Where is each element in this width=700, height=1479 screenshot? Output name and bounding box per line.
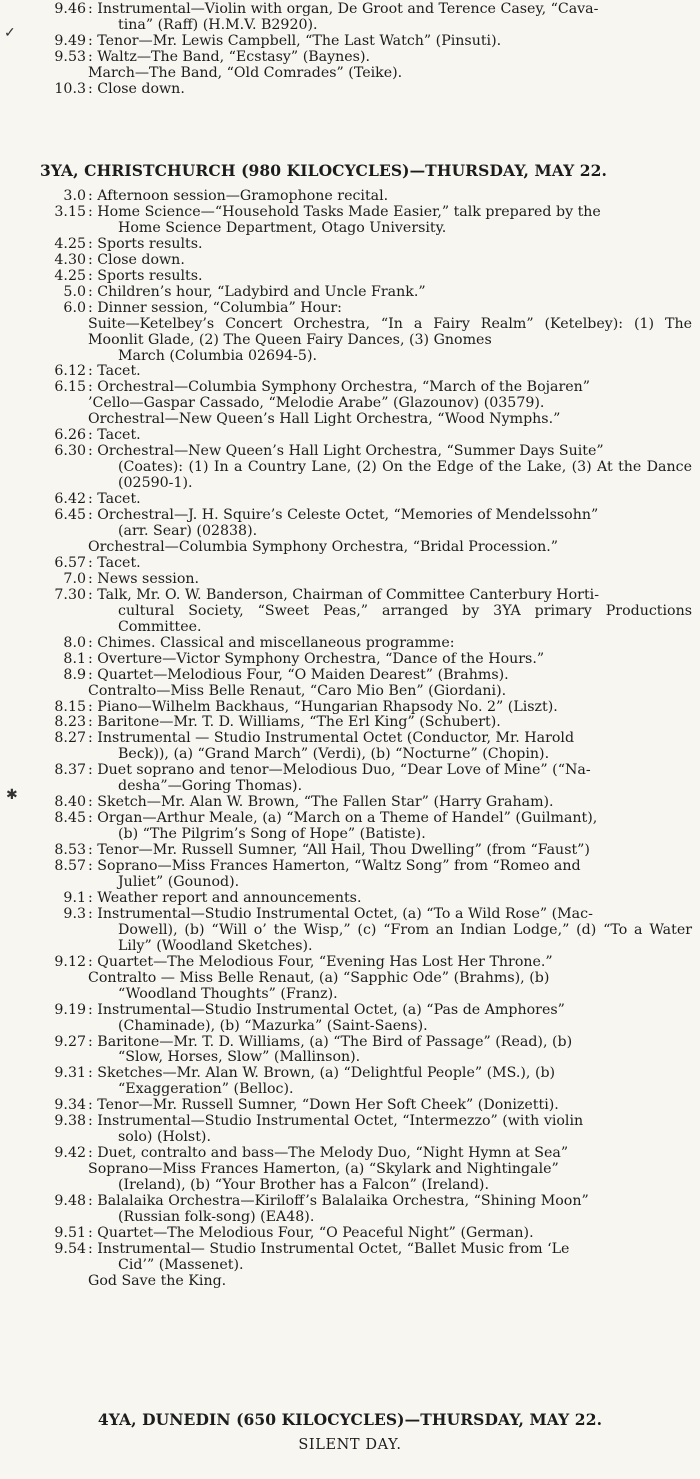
time-separator: : xyxy=(88,299,98,316)
schedule-entry xyxy=(0,700,700,716)
schedule-continuation-indented: (Ireland), (b) “Your Brother has a Falcon” (Ireland). xyxy=(118,1177,489,1194)
time-separator: : xyxy=(88,810,98,827)
entry-time: 6.30 xyxy=(54,443,86,460)
entry-text: Baritone—Mr. T. D. Williams, (a) “The Bird of Passage” (Read), (b) xyxy=(97,1033,573,1050)
entry-continuation: cultural Society, “Sweet Peas,” arranged by 3YA primary Productions Committee. xyxy=(118,602,692,635)
schedule-entry xyxy=(0,82,700,98)
entry-time: 8.0 xyxy=(63,634,86,651)
schedule-entry xyxy=(0,1066,700,1098)
entry-text: Tacet. xyxy=(97,491,141,508)
entry-time: 3.15 xyxy=(54,203,86,220)
entry-time: 6.12 xyxy=(54,363,86,380)
entry-time: 9.27 xyxy=(54,1033,86,1050)
time-separator: : xyxy=(88,443,98,460)
schedule-entry xyxy=(0,1146,700,1162)
entry-continuation: desha”—Goring Thomas). xyxy=(118,778,303,795)
entry-time: 8.15 xyxy=(54,698,86,715)
entry-time: 4.30 xyxy=(54,251,86,268)
entry-text: Afternoon session—Gramophone recital. xyxy=(97,188,389,204)
schedule-continuation: March—The Band, “Old Comrades” (Teike). xyxy=(88,64,403,81)
entry-time: 9.1 xyxy=(63,889,86,906)
entry-continuation: tina” (Raff) (H.M.V. B2920). xyxy=(118,16,318,33)
entry-text: Instrumental—Violin with organ, De Groot and Terence Casey, “Cava- xyxy=(97,1,599,17)
entry-text: Tacet. xyxy=(97,554,141,571)
schedule-entry xyxy=(0,50,700,66)
entry-text: Duet soprano and tenor—Melodious Duo, “Dear Love of Mine” (“Na- xyxy=(97,762,591,779)
entry-time: 6.15 xyxy=(54,379,86,396)
entry-continuation: (b) “The Pilgrim’s Song of Hope” (Batiste). xyxy=(118,826,426,843)
entry-continuation: Beck)), (a) “Grand March” (Verdi), (b) “Nocturne” (Chopin). xyxy=(118,746,550,763)
time-separator: : xyxy=(88,1113,98,1130)
time-separator: : xyxy=(88,427,98,444)
dunedin-section xyxy=(0,1408,700,1458)
time-separator: : xyxy=(88,188,98,204)
entry-text: Waltz—The Band, “Ecstasy” (Baynes). xyxy=(97,48,370,65)
entry-time: 7.0 xyxy=(63,570,86,587)
schedule-entry xyxy=(0,763,700,795)
time-separator: : xyxy=(88,1224,98,1241)
entry-text: Baritone—Mr. T. D. Williams, “The Erl King” (Schubert). xyxy=(97,714,501,731)
top-schedule xyxy=(0,2,700,98)
entry-continuation: “Slow, Horses, Slow” (Mallinson). xyxy=(118,1049,361,1066)
schedule-entry xyxy=(0,1003,700,1035)
entry-continuation: Dowell), (b) “Will o’ the Wisp,” (c) “From an Indian Lodge,” (d) “To a Water Lily” (Woodland Sketches). xyxy=(118,921,692,954)
entry-time: 6.0 xyxy=(63,299,86,316)
schedule-continuation: Orchestral—New Queen’s Hall Light Orchestra, “Wood Nymphs.” xyxy=(88,411,561,428)
schedule-entry xyxy=(0,668,700,684)
entry-continuation: Home Science Department, Otago University. xyxy=(118,219,447,236)
entry-text: Instrumental—Studio Instrumental Octet, “Intermezzo” (with violin xyxy=(97,1113,584,1130)
time-separator: : xyxy=(88,1193,98,1210)
entry-time: 9.38 xyxy=(54,1113,86,1130)
entry-time: 6.45 xyxy=(54,507,86,524)
entry-text: Close down. xyxy=(97,80,185,97)
schedule-entry xyxy=(0,1114,700,1146)
entry-text: Weather report and announcements. xyxy=(97,889,362,906)
entry-text: Sketch—Mr. Alan W. Brown, “The Fallen Star” (Harry Graham). xyxy=(97,794,554,811)
entry-time: 9.51 xyxy=(54,1224,86,1241)
entry-time: 9.48 xyxy=(54,1193,86,1210)
time-separator: : xyxy=(88,586,98,603)
time-separator: : xyxy=(88,203,98,220)
time-separator: : xyxy=(88,1240,98,1257)
time-separator: : xyxy=(88,1097,98,1114)
entry-text: Instrumental — Studio Instrumental Octet (Conductor, Mr. Harold xyxy=(97,730,575,747)
schedule-entry xyxy=(0,843,700,859)
schedule-entry xyxy=(0,795,700,811)
time-separator: : xyxy=(88,714,98,731)
entry-text: Orchestral—Columbia Symphony Orchestra, “March of the Bojaren” xyxy=(97,379,591,396)
schedule-continuation: Orchestral—Columbia Symphony Orchestra, “Bridal Procession.” xyxy=(88,538,559,555)
schedule-continuation-indented: March (Columbia 02694-5). xyxy=(118,347,318,364)
entry-time: 9.42 xyxy=(54,1145,86,1162)
schedule-entry xyxy=(0,2,700,34)
schedule-entry xyxy=(0,652,700,668)
entry-text: Orchestral—J. H. Squire’s Celeste Octet, “Memories of Mendelssohn” xyxy=(97,507,599,524)
schedule-entry xyxy=(0,588,700,636)
entry-time: 8.57 xyxy=(54,858,86,875)
time-separator: : xyxy=(88,698,98,715)
entry-time: 6.57 xyxy=(54,554,86,571)
time-separator: : xyxy=(88,634,98,651)
entry-time: 6.26 xyxy=(54,427,86,444)
entry-time: 9.49 xyxy=(54,32,86,49)
entry-time: 9.3 xyxy=(63,905,86,922)
entry-time: 8.45 xyxy=(54,810,86,827)
entry-text: Tenor—Mr. Russell Sumner, “Down Her Soft Cheek” (Donizetti). xyxy=(97,1097,559,1114)
entry-continuation: solo) (Holst). xyxy=(118,1129,211,1146)
christchurch-section xyxy=(0,159,700,1290)
schedule-entry xyxy=(0,364,700,380)
entry-text: Talk, Mr. O. W. Banderson, Chairman of Committee Canterbury Horti- xyxy=(97,586,600,603)
entry-text: Children’s hour, “Ladybird and Uncle Frank.” xyxy=(97,283,426,300)
entry-time: 8.1 xyxy=(63,650,86,667)
entry-continuation: Cid’” (Massenet). xyxy=(118,1256,244,1273)
time-separator: : xyxy=(88,507,98,524)
entry-text: Sports results. xyxy=(97,235,203,252)
schedule-entry xyxy=(0,1242,700,1274)
time-separator: : xyxy=(88,48,98,65)
schedule-entry xyxy=(0,508,700,540)
schedule-entry xyxy=(0,1194,700,1226)
time-separator: : xyxy=(88,1145,98,1162)
entry-time: 9.46 xyxy=(54,1,86,17)
entry-text: Chimes. Classical and miscellaneous programme: xyxy=(97,634,455,651)
entry-text: News session. xyxy=(97,570,200,587)
schedule-entry xyxy=(0,859,700,891)
time-separator: : xyxy=(88,889,98,906)
schedule-entry xyxy=(0,34,700,50)
entry-text: Sketches—Mr. Alan W. Brown, (a) “Delightful People” (MS.), (b) xyxy=(97,1065,556,1082)
entry-time: 8.9 xyxy=(63,666,86,683)
time-separator: : xyxy=(88,1065,98,1082)
entry-time: 7.30 xyxy=(54,586,86,603)
schedule-entry xyxy=(0,492,700,508)
entry-text: Close down. xyxy=(97,251,185,268)
entry-text: Tenor—Mr. Lewis Campbell, “The Last Watch” (Pinsuti). xyxy=(97,32,502,49)
time-separator: : xyxy=(88,953,98,970)
schedule-entry xyxy=(0,572,700,588)
schedule-entry xyxy=(0,731,700,763)
entry-text: Duet, contralto and bass—The Melody Duo, “Night Hymn at Sea” xyxy=(97,1145,569,1162)
schedule-entry xyxy=(0,269,700,285)
schedule-entry xyxy=(0,907,700,955)
entry-text: Dinner session, “Columbia” Hour: xyxy=(97,299,342,316)
time-separator: : xyxy=(88,491,98,508)
entry-text: Instrumental—Studio Instrumental Octet, (a) “To a Wild Rose” (Mac- xyxy=(97,905,593,922)
entry-continuation: (Chaminade), (b) “Mazurka” (Saint-Saens). xyxy=(118,1017,428,1034)
schedule-entry xyxy=(0,1035,700,1067)
entry-text: Home Science—“Household Tasks Made Easier,” talk prepared by the xyxy=(97,203,601,220)
time-separator: : xyxy=(88,363,98,380)
entry-text: Quartet—The Melodious Four, “Evening Has Lost Her Throne.” xyxy=(97,953,553,970)
entry-text: Soprano—Miss Frances Hamerton, “Waltz Song” from “Romeo and xyxy=(97,858,581,875)
schedule-continuation: Soprano—Miss Frances Hamerton, (a) “Skylark and Nightingale” xyxy=(88,1161,559,1178)
schedule-continuation-indented: “Woodland Thoughts” (Franz). xyxy=(118,985,338,1002)
time-separator: : xyxy=(88,794,98,811)
schedule-entry xyxy=(0,811,700,843)
silent-day-note: SILENT DAY. xyxy=(298,1437,402,1453)
time-separator: : xyxy=(88,842,98,859)
schedule-entry xyxy=(0,891,700,907)
schedule-entry xyxy=(0,715,700,731)
entry-time: 5.0 xyxy=(63,283,86,300)
schedule-continuation: Contralto — Miss Belle Renaut, (a) “Sapphic Ode” (Brahms), (b) xyxy=(88,969,550,986)
entry-time: 8.40 xyxy=(54,794,86,811)
entry-time: 10.3 xyxy=(54,80,86,97)
schedule-list-3ya xyxy=(0,189,700,1290)
schedule-entry xyxy=(0,285,700,301)
entry-text: Tacet. xyxy=(97,427,141,444)
schedule-continuation: Suite—Ketelbey’s Concert Orchestra, “In a Fairy Realm” (Ketelbey): (1) The Moonlit Glade, (2) The Queen Fairy Dances, (3) Gnomes xyxy=(88,315,692,348)
entry-continuation: (arr. Sear) (02838). xyxy=(118,523,258,540)
entry-text: Quartet—Melodious Four, “O Maiden Dearest” (Brahms). xyxy=(97,666,509,683)
entry-text: Piano—Wilhelm Backhaus, “Hungarian Rhapsody No. 2” (Liszt). xyxy=(97,698,558,715)
schedule-entry xyxy=(0,301,700,317)
entry-text: Overture—Victor Symphony Orchestra, “Dance of the Hours.” xyxy=(97,650,545,667)
margin-mark-icon: ✱ xyxy=(6,787,18,803)
entry-text: Tacet. xyxy=(97,363,141,380)
entry-text: Organ—Arthur Meale, (a) “March on a Theme of Handel” (Guilmant), xyxy=(97,810,598,827)
entry-time: 3.0 xyxy=(63,188,86,204)
margin-mark-icon: ✓ xyxy=(4,25,16,41)
station-heading-4ya: 4YA, DUNEDIN (650 KILOCYCLES)—THURSDAY, MAY 22. xyxy=(97,1410,603,1429)
time-separator: : xyxy=(88,32,98,49)
entry-time: 9.12 xyxy=(54,953,86,970)
time-separator: : xyxy=(88,235,98,252)
time-separator: : xyxy=(88,379,98,396)
schedule-entry xyxy=(0,253,700,269)
entry-time: 8.27 xyxy=(54,730,86,747)
schedule-entry xyxy=(0,205,700,237)
entry-text: Balalaika Orchestra—Kiriloff’s Balalaika Orchestra, “Shining Moon” xyxy=(97,1193,589,1210)
entry-time: 9.34 xyxy=(54,1097,86,1114)
time-separator: : xyxy=(88,666,98,683)
time-separator: : xyxy=(88,267,98,284)
entry-time: 9.53 xyxy=(54,48,86,65)
schedule-entry xyxy=(0,1098,700,1114)
entry-time: 8.37 xyxy=(54,762,86,779)
time-separator: : xyxy=(88,1033,98,1050)
entry-text: Quartet—The Melodious Four, “O Peaceful Night” (German). xyxy=(97,1224,534,1241)
time-separator: : xyxy=(88,905,98,922)
schedule-entry xyxy=(0,237,700,253)
schedule-entry xyxy=(0,955,700,971)
entry-time: 6.42 xyxy=(54,491,86,508)
time-separator: : xyxy=(88,858,98,875)
entry-continuation: “Exaggeration” (Belloc). xyxy=(118,1081,294,1098)
schedule-entry xyxy=(0,1226,700,1242)
entry-continuation: (Coates): (1) In a Country Lane, (2) On the Edge of the Lake, (3) At the Dance (02590-1). xyxy=(118,459,692,492)
schedule-entry xyxy=(0,636,700,652)
schedule-entry xyxy=(0,444,700,492)
schedule-continuation: God Save the King. xyxy=(88,1272,227,1289)
entry-time: 4.25 xyxy=(54,267,86,284)
entry-time: 9.19 xyxy=(54,1001,86,1018)
entry-time: 8.53 xyxy=(54,842,86,859)
entry-text: Tenor—Mr. Russell Sumner, “All Hail, Thou Dwelling” (from “Faust”) xyxy=(97,842,590,859)
entry-time: 8.23 xyxy=(54,714,86,731)
time-separator: : xyxy=(88,1,98,17)
time-separator: : xyxy=(88,730,98,747)
schedule-entry xyxy=(0,428,700,444)
station-heading-3ya: 3YA, CHRISTCHURCH (980 KILOCYCLES)—THURSDAY, MAY 22. xyxy=(40,161,608,180)
entry-text: Instrumental— Studio Instrumental Octet, “Ballet Music from ‘Le xyxy=(97,1240,570,1257)
entry-continuation: Juliet” (Gounod). xyxy=(118,873,240,890)
time-separator: : xyxy=(88,251,98,268)
entry-time: 4.25 xyxy=(54,235,86,252)
schedule-entry xyxy=(0,556,700,572)
schedule-continuation: Contralto—Miss Belle Renaut, “Caro Mio Ben” (Giordani). xyxy=(88,682,507,699)
entry-text: Sports results. xyxy=(97,267,203,284)
entry-time: 9.31 xyxy=(54,1065,86,1082)
entry-time: 9.54 xyxy=(54,1240,86,1257)
entry-text: Instrumental—Studio Instrumental Octet, (a) “Pas de Amphores” xyxy=(97,1001,565,1018)
time-separator: : xyxy=(88,570,98,587)
time-separator: : xyxy=(88,1001,98,1018)
time-separator: : xyxy=(88,80,98,97)
time-separator: : xyxy=(88,283,98,300)
entry-continuation: (Russian folk-song) (EA48). xyxy=(118,1209,315,1225)
time-separator: : xyxy=(88,554,98,571)
time-separator: : xyxy=(88,650,98,667)
time-separator: : xyxy=(88,762,98,779)
schedule-entry xyxy=(0,380,700,396)
schedule-entry xyxy=(0,189,700,205)
entry-text: Orchestral—New Queen’s Hall Light Orchestra, “Summer Days Suite” xyxy=(97,443,604,460)
schedule-continuation: ’Cello—Gaspar Cassado, “Melodie Arabe” (Glazounov) (03579). xyxy=(88,395,545,412)
